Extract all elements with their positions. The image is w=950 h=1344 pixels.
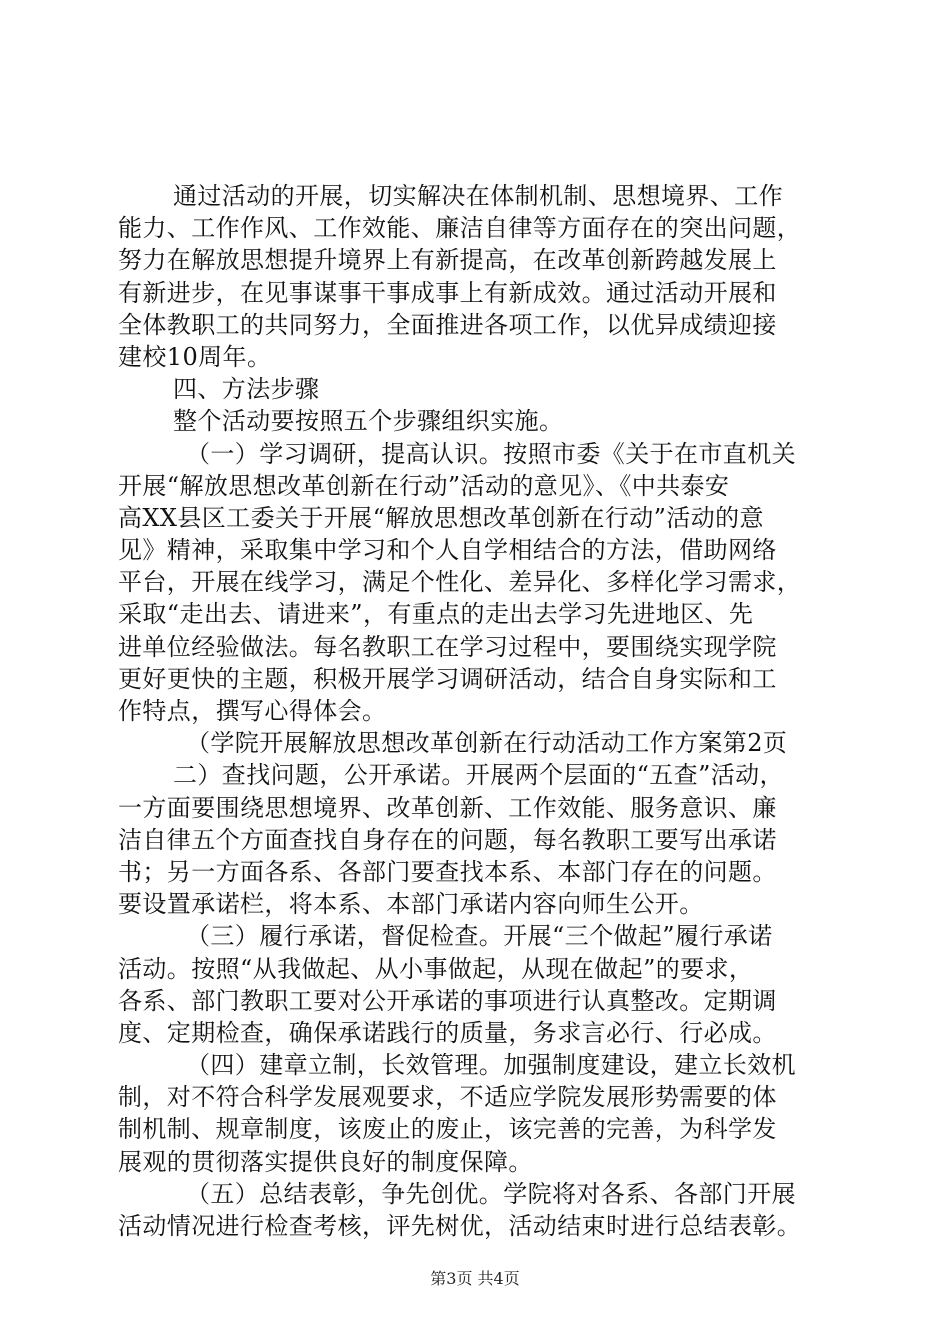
text-line: 更好更快的主题，积极开展学习调研活动，结合自身实际和工 [118, 664, 777, 693]
text-line: 制机制、规章制度，该废止的废止，该完善的完善，为科学发 [118, 1115, 777, 1144]
text-line: 采取“走出去、请进来”，有重点的走出去学习先进地区、先 [118, 600, 754, 629]
text-line: 作特点，撰写心得体会。 [118, 697, 387, 725]
text-line: （一）学习调研，提高认识。按照市委《关于在市直机关 [186, 439, 796, 468]
text-line: 展观的贯彻落实提供良好的制度保障。 [118, 1147, 533, 1176]
text-line: 洁自律五个方面查找自身存在的问题，每名教职工要写出承诺 [118, 825, 777, 854]
text-line: 平台，开展在线学习，满足个性化、差异化、多样化学习需求， [118, 568, 802, 597]
text-line: （学院开展解放思想改革创新在行动活动工作方案第2页 [186, 729, 788, 758]
text-line: 进单位经验做法。每名教职工在学习过程中，要围绕实现学院 [118, 632, 777, 661]
text-line: 全体教职工的共同努力，全面推进各项工作，以优异成绩迎接 [118, 310, 777, 339]
text-line: 书；另一方面各系、各部门要查找本系、本部门存在的问题。 [118, 857, 777, 886]
text-line: 四、方法步骤 [173, 375, 320, 404]
text-line: （四）建章立制，长效管理。加强制度建设，建立长效机 [186, 1051, 796, 1080]
text-line: 整个活动要按照五个步骤组织实施。 [173, 407, 564, 436]
text-line: （三）履行承诺，督促检查。开展“三个做起”履行承诺 [186, 922, 773, 951]
text-line: 通过活动的开展，切实解决在体制机制、思想境界、工作 [173, 182, 783, 210]
text-line: 要设置承诺栏，将本系、本部门承诺内容向师生公开。 [118, 890, 704, 919]
text-line: 努力在解放思想提升境界上有新提高，在改革创新跨越发展上 [118, 246, 777, 275]
text-line: 二）查找问题，公开承诺。开展两个层面的“五查”活动， [173, 761, 784, 790]
text-line: 有新进步，在见事谋事干事成事上有新成效。通过活动开展和 [118, 278, 777, 307]
text-line: （五）总结表彰，争先创优。学院将对各系、各部门开展 [186, 1179, 796, 1208]
text-line: 活动。按照“从我做起、从小事做起，从现在做起”的要求， [118, 954, 754, 983]
text-line: 建校10周年。 [118, 342, 272, 371]
document-body [118, 180, 838, 1242]
text-line: 度、定期检查，确保承诺践行的质量，务求言必行、行必成。 [118, 1018, 777, 1047]
text-line: 制，对不符合科学发展观要求，不适应学院发展形势需要的体 [118, 1083, 777, 1112]
text-line: 活动情况进行检查考核，评先树优，活动结束时进行总结表彰。 [118, 1212, 802, 1240]
text-line: 一方面要围绕思想境界、改革创新、工作效能、服务意识、廉 [118, 793, 777, 822]
page-footer: 第3页 共4页 [430, 1269, 520, 1288]
text-line: 各系、部门教职工要对公开承诺的事项进行认真整改。定期调 [118, 986, 777, 1015]
text-line: 能力、工作作风、工作效能、廉洁自律等方面存在的突出问题， [118, 214, 802, 243]
text-line: 开展“解放思想改革创新在行动”活动的意见》、《中共泰安 [118, 471, 730, 500]
text-line: 见》精神，采取集中学习和个人自学相结合的方法，借助网络 [118, 536, 777, 565]
text-line: 高XX县区工委关于开展“解放思想改革创新在行动”活动的意 [118, 503, 764, 532]
